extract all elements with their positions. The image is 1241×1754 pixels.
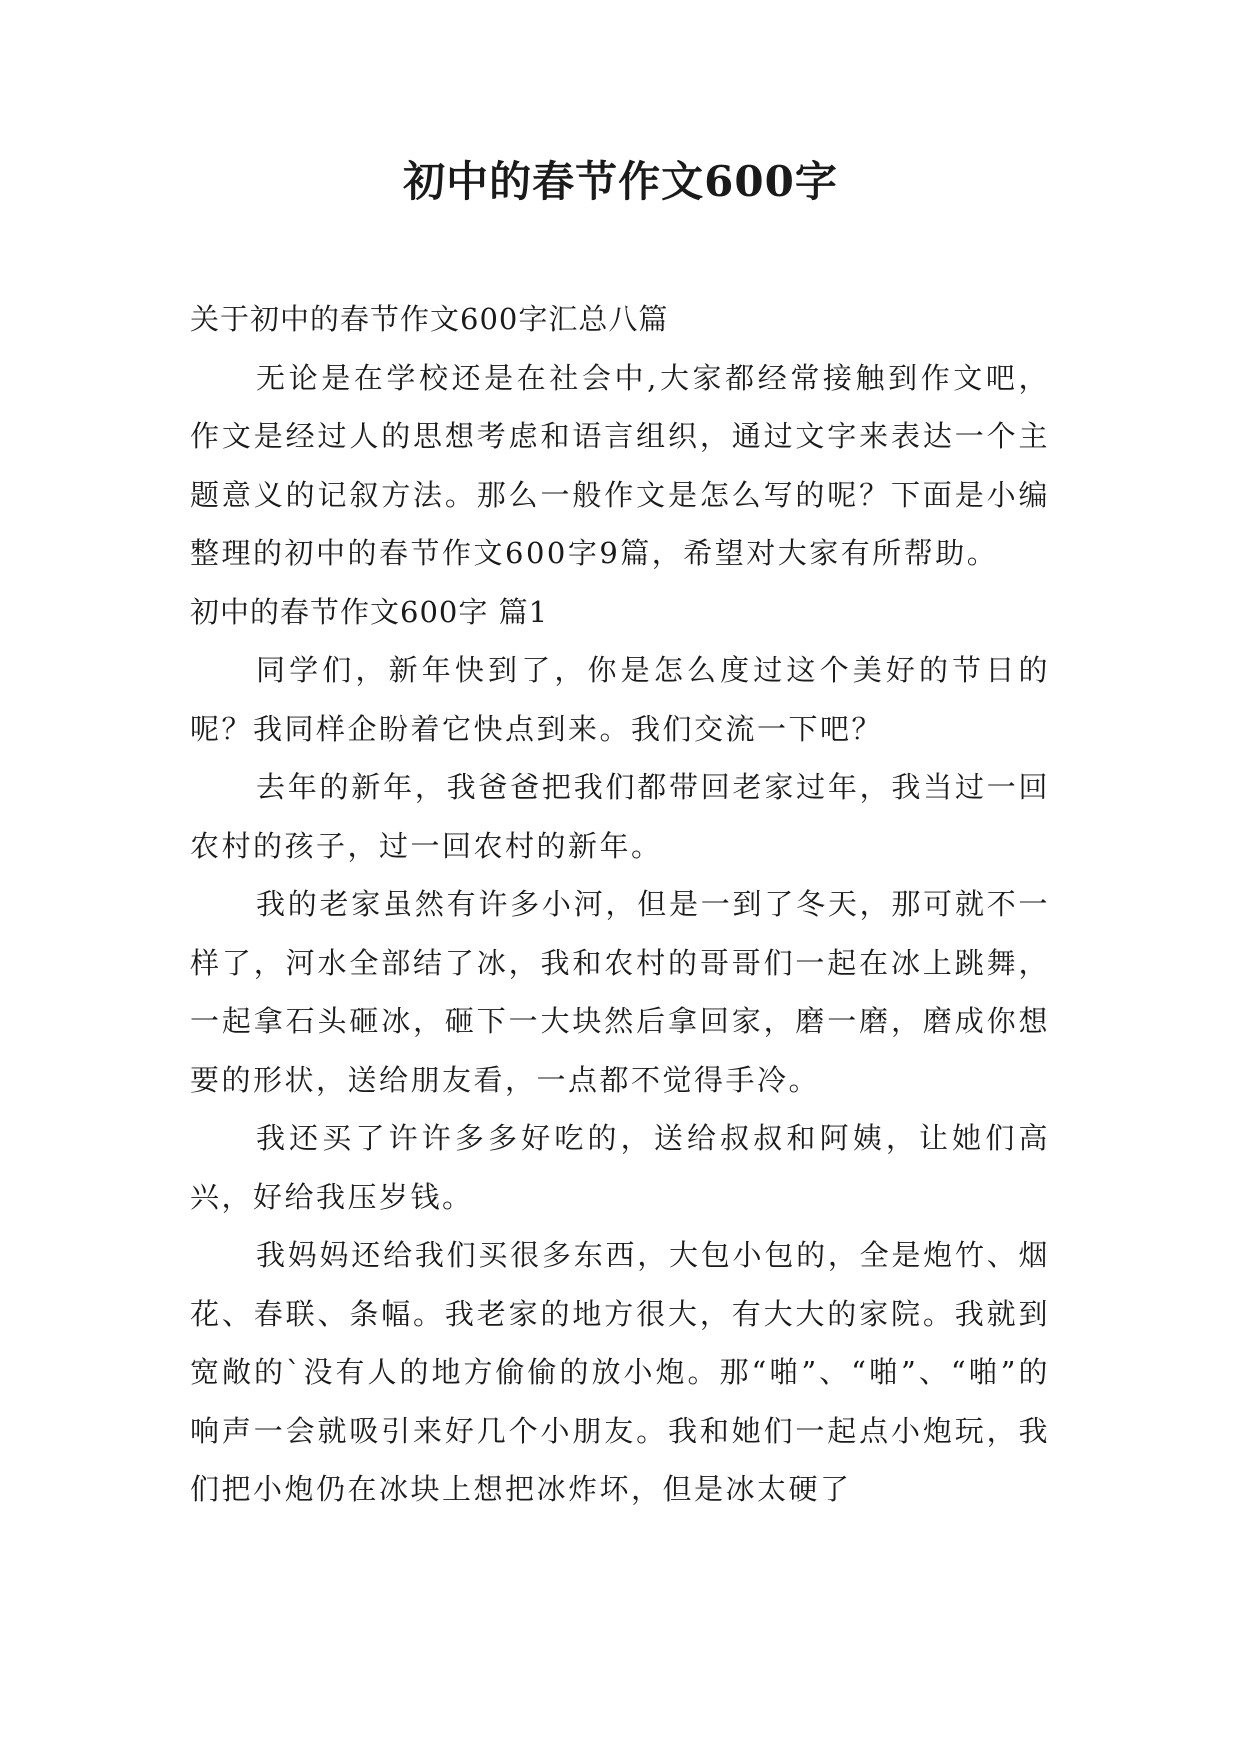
document-body bbox=[190, 290, 1050, 1519]
paragraph: 去年的新年，我爸爸把我们都带回老家过年，我当过一回农村的孩子，过一回农村的新年。 bbox=[190, 770, 1050, 863]
subtitle: 关于初中的春节作文600字汇总八篇 bbox=[190, 302, 669, 336]
intro-paragraph: 无论是在学校还是在社会中,大家都经常接触到作文吧，作文是经过人的思想考虑和语言组织，通过文字来表达一个主题意义的记叙方法。那么一般作文是怎么写的呢？下面是小编整理的初中的春节作文600字9篇，希望对大家有所帮助。 bbox=[190, 360, 1050, 570]
paragraph: 我还买了许许多多好吃的，送给叔叔和阿姨，让她们高兴，好给我压岁钱。 bbox=[190, 1121, 1050, 1214]
paragraph: 我妈妈还给我们买很多东西，大包小包的，全是炮竹、烟花、春联、条幅。我老家的地方很大，有大大的家院。我就到宽敞的`没有人的地方偷偷的放小炮。那“啪”、“啪”、“啪”的响声一会就吸引来好几个小朋友。我和她们一起点小炮玩，我们把小炮仍在冰块上想把冰炸坏，但是冰太硬了 bbox=[190, 1238, 1050, 1506]
paragraph: 同学们，新年快到了，你是怎么度过这个美好的节日的呢？我同样企盼着它快点到来。我们交流一下吧？ bbox=[190, 653, 1050, 746]
page-title: 初中的春节作文600字 bbox=[403, 157, 838, 206]
paragraph: 我的老家虽然有许多小河，但是一到了冬天，那可就不一样了，河水全部结了冰，我和农村的哥哥们一起在冰上跳舞，一起拿石头砸冰，砸下一大块然后拿回家，磨一磨，磨成你想要的形状，送给朋友看，一点都不觉得手冷。 bbox=[190, 887, 1050, 1097]
section-heading: 初中的春节作文600字 篇1 bbox=[190, 594, 549, 629]
